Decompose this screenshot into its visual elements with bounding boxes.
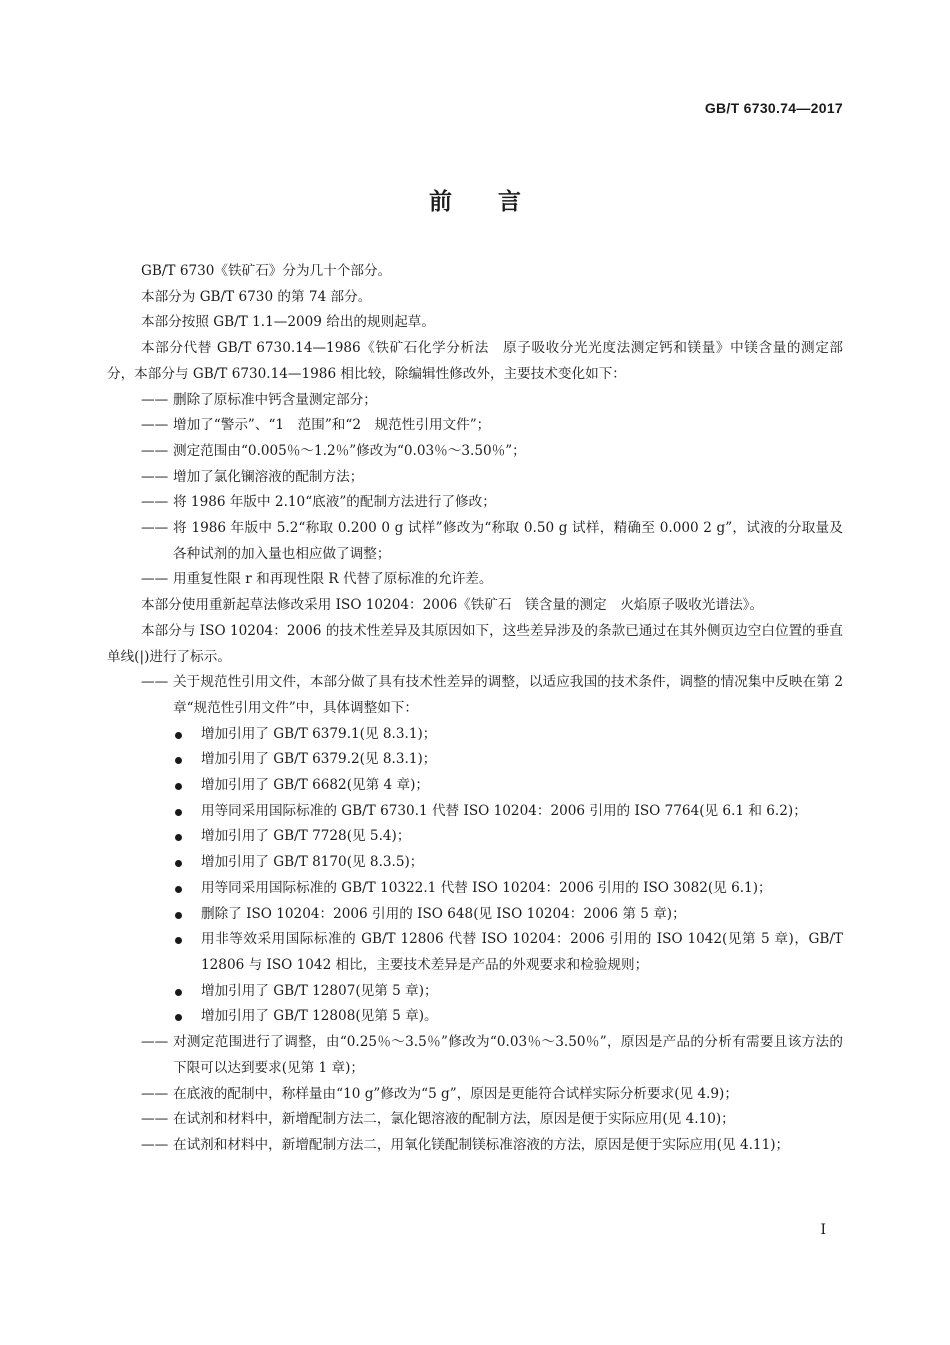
change-item: —— 删除了原标准中钙含量测定部分； (107, 388, 843, 414)
dash-mark: —— (141, 391, 169, 408)
bullet-item: 增加引用了 GB/T 12807(见第 5 章)； (107, 979, 843, 1005)
bullet-item: 删除了 ISO 10204：2006 引用的 ISO 648(见 ISO 10204：2006 第 5 章)； (107, 902, 843, 928)
bullet-dot-icon (175, 834, 182, 841)
change-item: —— 增加了“警示”、“1 范围”和“2 规范性引用文件”； (107, 413, 843, 439)
dash-mark: —— (141, 417, 169, 434)
dash-mark: —— (141, 1136, 169, 1153)
bullet-item: 增加引用了 GB/T 6379.1(见 8.3.1)； (107, 722, 843, 748)
bullet-dot-icon (175, 989, 182, 996)
bullet-item: 增加引用了 GB/T 12808(见第 5 章)。 (107, 1004, 843, 1030)
bullet-dot-icon (175, 757, 182, 764)
bullet-dot-icon (175, 783, 182, 790)
dash-mark: —— (141, 674, 169, 691)
bullet-item: 用等同采用国际标准的 GB/T 6730.1 代替 ISO 10204：2006 引用的 ISO 7764(见 6.1 和 6.2)； (107, 799, 843, 825)
change-item: —— 增加了氯化镧溶液的配制方法； (107, 465, 843, 491)
paragraph: 本部分按照 GB/T 1.1—2009 给出的规则起草。 (141, 314, 435, 331)
foreword-body (107, 259, 843, 1159)
bullet-dot-icon (175, 809, 182, 816)
paragraph: 本部分使用重新起草法修改采用 ISO 10204：2006《铁矿石 镁含量的测定 火焰原子吸收光谱法》。 (141, 597, 764, 614)
bullet-item: 增加引用了 GB/T 8170(见 8.3.5)； (107, 850, 843, 876)
paragraph: 本部分为 GB/T 6730 的第 74 部分。 (141, 288, 372, 305)
paragraph: 本部分代替 GB/T 6730.14—1986《铁矿石化学分析法 原子吸收分光光度法测定钙和镁量》中镁含量的测定部分，本部分与 GB/T 6730.14—1986 相比较，除编辑性修改外，主要技术变化如下： (107, 340, 843, 382)
difference-item: —— 对测定范围进行了调整，由“0.25％～3.5％”修改为“0.03％～3.50％”，原因是产品的分析有需要且该方法的下限可以达到要求(见第 1 章)； (107, 1030, 843, 1081)
dash-mark: —— (141, 442, 169, 459)
dash-mark: —— (141, 494, 169, 511)
dash-mark: —— (141, 468, 169, 485)
bullet-item: 增加引用了 GB/T 7728(见 5.4)； (107, 824, 843, 850)
bullet-dot-icon (175, 1014, 182, 1021)
bullet-item: 用等同采用国际标准的 GB/T 10322.1 代替 ISO 10204：2006 引用的 ISO 3082(见 6.1)； (107, 876, 843, 902)
bullet-item: 增加引用了 GB/T 6682(见第 4 章)； (107, 773, 843, 799)
paragraph: GB/T 6730《铁矿石》分为几十个部分。 (141, 263, 392, 279)
bullet-dot-icon (175, 860, 182, 867)
paragraph: 本部分与 ISO 10204：2006 的技术性差异及其原因如下，这些差异涉及的条款已通过在其外侧页边空白位置的垂直单线(|)进行了标示。 (107, 622, 843, 665)
bullet-dot-icon (175, 912, 182, 919)
change-item: —— 测定范围由“0.005％～1.2％”修改为“0.03％～3.50％”； (107, 439, 843, 465)
bullet-dot-icon (175, 886, 182, 893)
change-item: —— 将 1986 年版中 2.10“底液”的配制方法进行了修改； (107, 490, 843, 516)
bullet-dot-icon (175, 937, 182, 944)
dash-mark: —— (141, 520, 169, 537)
difference-item: —— 在试剂和材料中，新增配制方法二，用氧化镁配制镁标准溶液的方法，原因是便于实际应用(见 4.11)； (107, 1133, 843, 1159)
bullet-item: 用非等效采用国际标准的 GB/T 12806 代替 ISO 10204：2006 引用的 ISO 1042(见第 5 章)，GB/T 12806 与 ISO 1042 相比，主要技术差异是产品的外观要求和检验规则； (107, 927, 843, 978)
dash-mark: —— (141, 571, 169, 588)
page-number: I (820, 1222, 826, 1238)
standard-number: GB/T 6730.74—2017 (704, 100, 843, 116)
difference-item: —— 在试剂和材料中，新增配制方法二，氯化锶溶液的配制方法，原因是便于实际应用(见 4.10)； (107, 1107, 843, 1133)
difference-item: —— 在底液的配制中，称样量由“10 g”修改为“5 g”，原因是更能符合试样实际分析要求(见 4.9)； (107, 1082, 843, 1108)
dash-mark: —— (141, 1034, 169, 1051)
bullet-dot-icon (175, 732, 182, 739)
change-item: —— 用重复性限 r 和再现性限 R 代替了原标准的允许差。 (107, 567, 843, 593)
change-item: —— 将 1986 年版中 5.2“称取 0.200 0 g 试样”修改为“称取 0.50 g 试样，精确至 0.000 2 g”，试液的分取量及各种试剂的加入量也相应做了调整； (107, 516, 843, 567)
dash-mark: —— (141, 1111, 169, 1128)
page-title: 前 言 (429, 189, 521, 215)
bullet-item: 增加引用了 GB/T 6379.2(见 8.3.1)； (107, 747, 843, 773)
dash-mark: —— (141, 1085, 169, 1102)
difference-item: —— 关于规范性引用文件，本部分做了具有技术性差异的调整，以适应我国的技术条件，调整的情况集中反映在第 2 章“规范性引用文件”中，具体调整如下： (107, 670, 843, 721)
